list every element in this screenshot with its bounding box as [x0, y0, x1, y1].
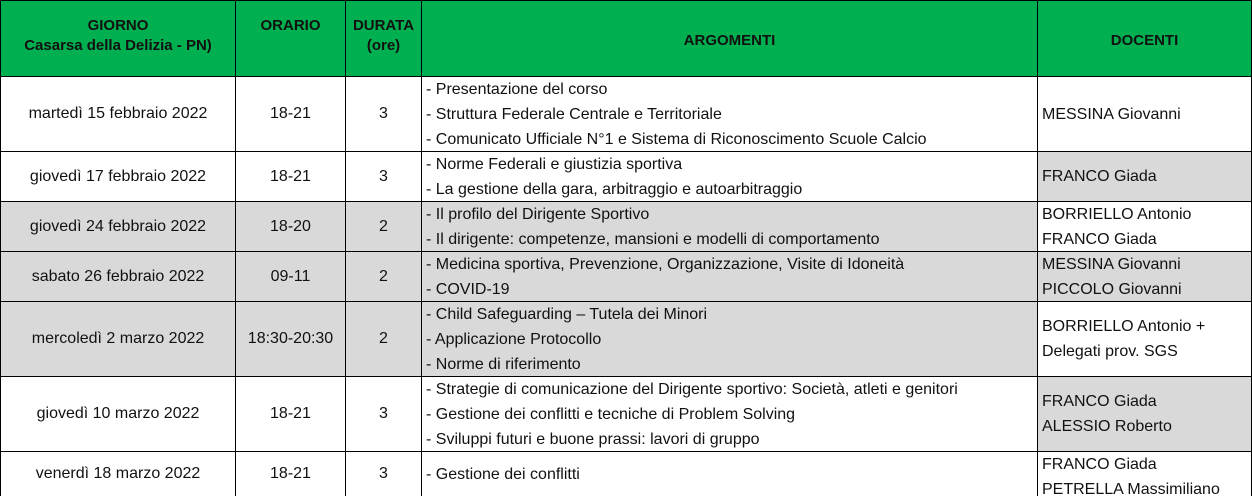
topic-item: - Presentazione del corso — [426, 80, 608, 98]
header-docenti-label: DOCENTI — [1110, 32, 1179, 49]
topic-item: - Comunicato Ufficiale N°1 e Sistema di Riconoscimento Scuole Calcio — [426, 130, 927, 148]
row-6-durata: 3 — [346, 452, 422, 496]
row-2-orario: 18-20 — [236, 202, 346, 252]
row-6-argomenti — [422, 452, 1038, 496]
row-5-argomenti — [422, 377, 1038, 452]
teacher-name: BORRIELLO Antonio + — [1042, 318, 1206, 335]
row-1-durata: 3 — [346, 152, 422, 202]
row-2-durata: 2 — [346, 202, 422, 252]
row-1-orario: 18-21 — [236, 152, 346, 202]
row-1-giorno: giovedì 17 febbraio 2022 — [0, 152, 236, 202]
topic-item: - Applicazione Protocollo — [426, 330, 602, 348]
row-2-argomenti — [422, 202, 1038, 252]
row-3-docenti — [1038, 252, 1252, 302]
header-durata-line2: (ore) — [366, 37, 401, 54]
header-durata — [346, 0, 422, 77]
header-giorno-line1: GIORNO — [87, 17, 149, 34]
row-3-giorno: sabato 26 febbraio 2022 — [0, 252, 236, 302]
row-5-docenti — [1038, 377, 1252, 452]
topic-item: - Sviluppi futuri e buone prassi: lavori di gruppo — [426, 430, 760, 448]
header-giorno — [0, 0, 236, 77]
row-0-docenti — [1038, 77, 1252, 152]
row-4-orario: 18:30-20:30 — [236, 302, 346, 377]
teacher-name: FRANCO Giada — [1042, 393, 1157, 410]
topic-item: - Struttura Federale Centrale e Territoriale — [426, 105, 722, 123]
teacher-name: ALESSIO Roberto — [1042, 418, 1172, 435]
topic-item: - Il profilo del Dirigente Sportivo — [426, 205, 650, 223]
topic-item: - Gestione dei conflitti — [426, 465, 580, 483]
topic-item: - COVID-19 — [426, 280, 510, 298]
teacher-name: FRANCO Giada — [1042, 230, 1157, 248]
row-0-argomenti — [422, 77, 1038, 152]
row-0-giorno: martedì 15 febbraio 2022 — [0, 77, 236, 152]
teacher-name: PICCOLO Giovanni — [1042, 280, 1182, 298]
header-giorno-line2: Casarsa della Delizia - PN) — [24, 37, 212, 54]
topic-item: - La gestione della gara, arbitraggio e autoarbitraggio — [426, 180, 803, 198]
topic-item: - Strategie di comunicazione del Dirigente sportivo: Società, atleti e genitori — [426, 380, 958, 398]
header-argomenti — [422, 0, 1038, 77]
header-argomenti-label: ARGOMENTI — [683, 32, 776, 49]
row-5-orario: 18-21 — [236, 377, 346, 452]
row-6-orario: 18-21 — [236, 452, 346, 496]
row-4-giorno: mercoledì 2 marzo 2022 — [0, 302, 236, 377]
teacher-name: BORRIELLO Antonio — [1042, 205, 1192, 223]
row-1-docenti — [1038, 152, 1252, 202]
teacher-name: FRANCO Giada — [1042, 456, 1157, 473]
row-3-argomenti — [422, 252, 1038, 302]
teacher-name: MESSINA Giovanni — [1042, 105, 1181, 123]
row-6-giorno: venerdì 18 marzo 2022 — [0, 452, 236, 496]
row-4-docenti — [1038, 302, 1252, 377]
header-orario-label: ORARIO — [260, 17, 321, 34]
header-durata-line1: DURATA — [352, 17, 415, 34]
topic-item: - Child Safeguarding – Tutela dei Minori — [426, 305, 708, 323]
row-4-argomenti — [422, 302, 1038, 377]
topic-item: - Norme di riferimento — [426, 355, 581, 373]
row-5-durata: 3 — [346, 377, 422, 452]
row-3-durata: 2 — [346, 252, 422, 302]
teacher-name: PETRELLA Massimiliano — [1042, 481, 1220, 496]
row-1-argomenti — [422, 152, 1038, 202]
header-orario — [236, 0, 346, 77]
row-4-durata: 2 — [346, 302, 422, 377]
row-0-durata: 3 — [346, 77, 422, 152]
teacher-name: MESSINA Giovanni — [1042, 255, 1181, 273]
teacher-name: FRANCO Giada — [1042, 168, 1157, 185]
topic-item: - Il dirigente: competenze, mansioni e modelli di comportamento — [426, 230, 880, 248]
header-docenti — [1038, 0, 1252, 77]
row-3-orario: 09-11 — [236, 252, 346, 302]
topic-item: - Gestione dei conflitti e tecniche di Problem Solving — [426, 405, 796, 423]
row-5-giorno: giovedì 10 marzo 2022 — [0, 377, 236, 452]
row-2-docenti — [1038, 202, 1252, 252]
topic-item: - Medicina sportiva, Prevenzione, Organizzazione, Visite di Idoneità — [426, 255, 905, 273]
row-2-giorno: giovedì 24 febbraio 2022 — [0, 202, 236, 252]
teacher-name: Delegati prov. SGS — [1042, 343, 1178, 360]
topic-item: - Norme Federali e giustizia sportiva — [426, 155, 683, 173]
row-0-orario: 18-21 — [236, 77, 346, 152]
row-6-docenti — [1038, 452, 1252, 496]
